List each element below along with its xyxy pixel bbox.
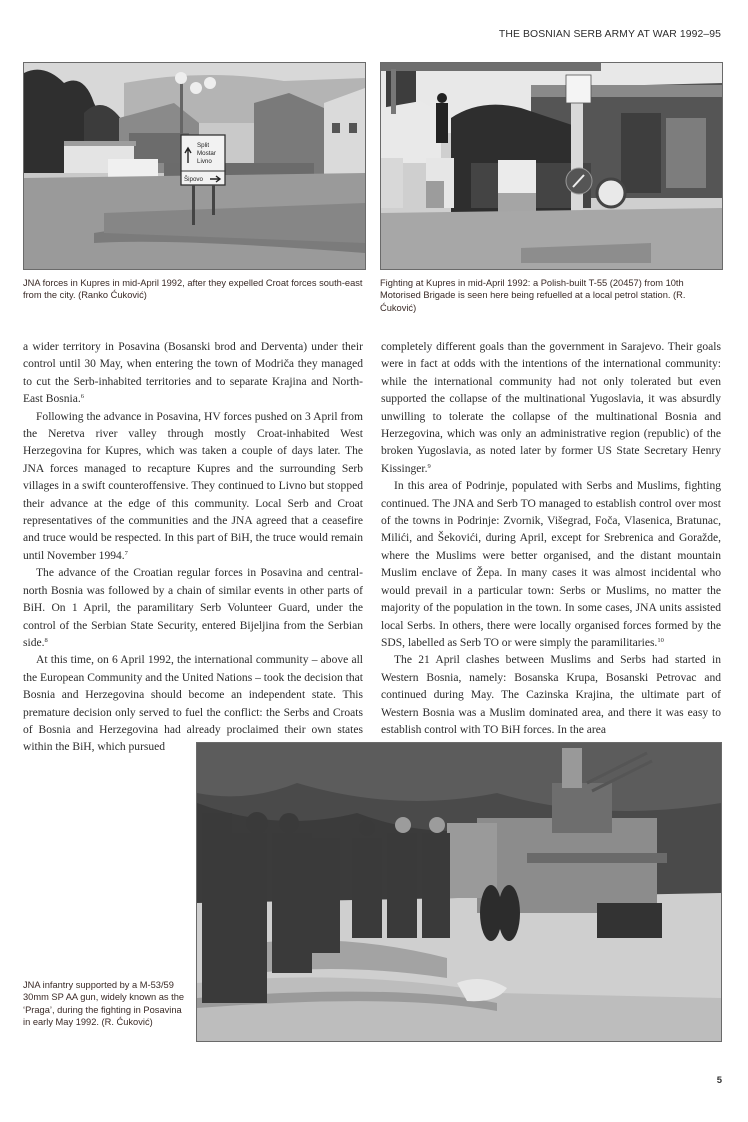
photo-caption-infantry-praga: JNA infantry supported by a M-53/59 30mm SP AA gun, widely known as the ‘Praga’, during the fighting in Posavina in early May 1992. (R. Ćuković)	[23, 980, 185, 1028]
footnote-ref: 6	[80, 393, 84, 401]
paragraph-text: The advance of the Croatian regular forces in Posavina and central-north Bosnia was followed by a chain of similar events in other parts of BiH. On 1 April, the paramilitary Serb Volunteer Guard, under the control of the Serbian State Security, entered Bijeljina from the Serbian side.	[23, 567, 363, 649]
paragraph	[23, 409, 363, 566]
footnote-ref: 10	[657, 636, 664, 644]
footnote-ref: 8	[44, 636, 48, 644]
sign-line-split: Split	[197, 142, 210, 149]
photo-infantry-praga-image	[197, 743, 721, 1041]
photo-petrol-station-tank	[380, 62, 723, 270]
photo-caption-petrol-station: Fighting at Kupres in mid-April 1992: a Polish-built T-55 (20457) from 10th Motorised Brigade is seen here being refuelled at a local petrol station. (R. Ćuković)	[380, 278, 686, 313]
paragraph	[381, 652, 721, 739]
footnote-ref: 9	[427, 462, 431, 470]
body-text-left-column	[23, 339, 363, 757]
paragraph	[381, 478, 721, 652]
photo-kupres-street	[23, 62, 366, 270]
paragraph	[23, 565, 363, 652]
photo-infantry-praga	[196, 742, 722, 1042]
footnote-ref: 7	[124, 549, 128, 557]
paragraph	[381, 339, 721, 478]
paragraph-text: a wider territory in Posavina (Bosanski brod and Derventa) under their control until 30 May, when entering the town of Modriča they managed to cut the Serb-inhabited territories and to separate Krajina and North-East Bosnia.	[23, 341, 363, 406]
page-number: 5	[716, 1075, 722, 1086]
sign-line-sipovo: Šipovo	[184, 176, 203, 183]
paragraph-text: completely different goals than the government in Sarajevo. Their goals were in fact at odds with the intentions of the international community: while the international community had not only tolerated but even supported the collapse of the multinational Yugoslavia, it was absurdly unwilling to tolerate the collapse of the multinational Bosnia and Herzegovina, which was only an administrative region (republic) of the broken Yugoslavia, as noted later by former US State Secretary Henry Kissinger.	[381, 341, 721, 475]
paragraph-text: In this area of Podrinje, populated with Serbs and Muslims, fighting continued. The JNA and Serb TO managed to establish control over most of the towns in Podrinje: Zvornik, Višegrad, Foča, Vlasenica, Bratunac, Milići, and Šekovići, during April, except for Srebrenica and Goražde, where the Muslims were better organised, and the distant mountain Muslim enclave of Žepa. In many cases it was almost incidental who would prevail in a particular town: Serbs or Muslims, no matter the majority of the population in the town. In some cases, JNA units assisted local Serbs. In others, there were locally organised forces formed by the SDS, labelled as Serb TO or were simply the paramilitaries.	[381, 480, 721, 649]
paragraph-text: The 21 April clashes between Muslims and Serbs had started in Western Bosnia, namely: Bosanska Krupa, Bosanski Petrovac and continued during May. The Cazinska Krajina, the ultimate part of Western Bosnia was a Muslim dominated area, and there it was easy to establish control with TO BiH forces. In the area	[381, 654, 721, 736]
sign-line-livno: Livno	[197, 158, 212, 165]
paragraph-text: Following the advance in Posavina, HV forces pushed on 3 April from the Neretva river valley through mostly Croat-inhabited West Herzegovina for Kupres, which was taken a couple of days later. The JNA forces managed to recapture Kupres and the surrounding Serb villages in a swift counteroffensive. They continued to Livno but stopped their advance at the edge of this community. Local Serb and Croat representatives of the communities and the JNA agreed that a ceasefire and truce would be respected. In this part of BiH, the truce would remain until November 1994.	[23, 410, 363, 562]
sign-line-mostar: Mostar	[197, 150, 216, 157]
running-header-title: THE BOSNIAN SERB ARMY AT WAR 1992–95	[498, 29, 721, 40]
photo-kupres-street-image	[24, 63, 365, 269]
paragraph-text: At this time, on 6 April 1992, the international community – above all the European Community and the United Nations – took the decision that Bosnia and Herzegovina should become an independent state. This premature decision only served to fuel the conflict: the Serbs and Croats of Bosnia and Herzegovina had already proclaimed their own states within the BiH, which pursued	[23, 654, 363, 754]
photo-petrol-station-image	[381, 63, 722, 269]
photo-caption-kupres-street: JNA forces in Kupres in mid-April 1992, after they expelled Croat forces south-east from the city. (Ranko Ćuković)	[23, 278, 363, 301]
body-text-right-column	[381, 339, 721, 739]
paragraph	[23, 339, 363, 409]
